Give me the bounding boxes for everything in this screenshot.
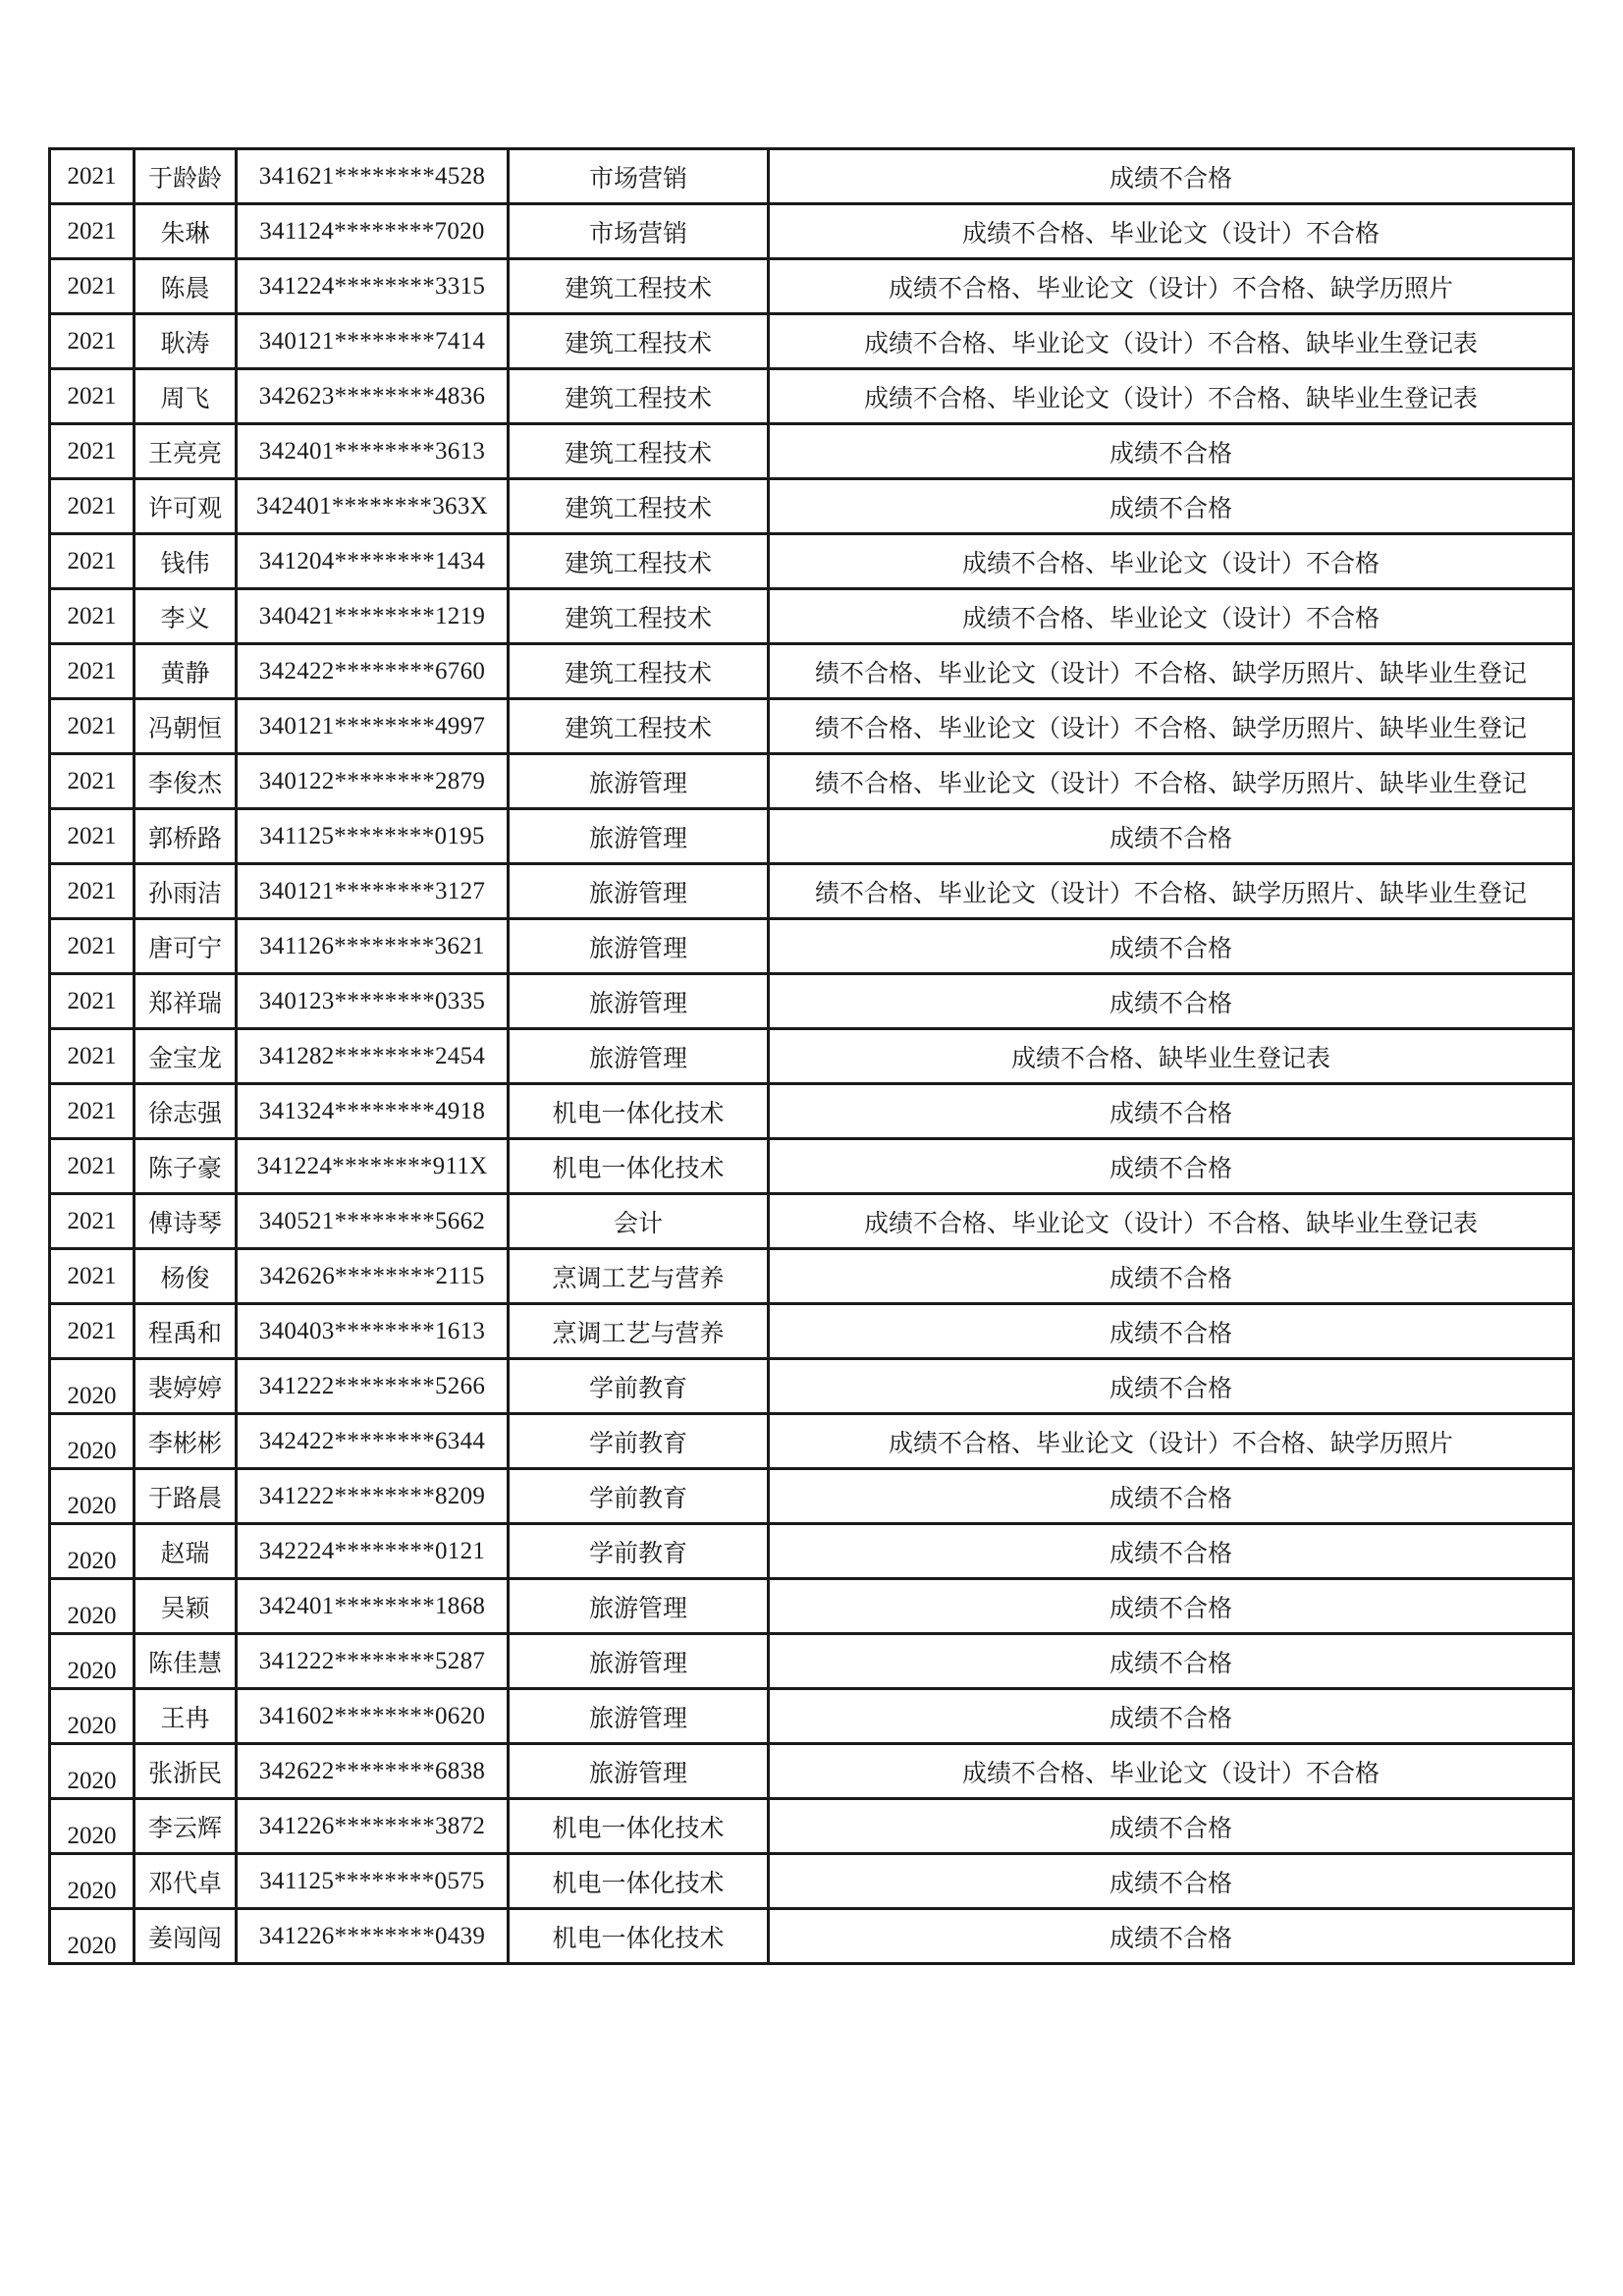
id-number-cell: 341621********4528 [237, 149, 509, 204]
name-cell: 钱伟 [135, 534, 237, 589]
name-cell: 黄静 [135, 644, 237, 699]
major-cell: 市场营销 [509, 204, 769, 259]
table-row [50, 919, 1574, 974]
reason-cell [769, 864, 1574, 919]
table-row [50, 1744, 1574, 1799]
year-cell: 2021 [50, 1084, 135, 1139]
major-cell: 学前教育 [509, 1359, 769, 1414]
name-cell: 耿涛 [135, 314, 237, 369]
student-list-sheet [48, 147, 1572, 1965]
id-number-cell: 341226********0439 [237, 1909, 509, 1964]
id-number-cell: 342401********363X [237, 479, 509, 534]
name-cell: 金宝龙 [135, 1029, 237, 1084]
name-cell: 赵瑞 [135, 1524, 237, 1579]
reason-cell [769, 1689, 1574, 1744]
year-cell: 2021 [50, 1304, 135, 1359]
reason-text: 成绩不合格 [1109, 1483, 1232, 1512]
reason-cell [769, 1029, 1574, 1084]
name-cell: 杨俊 [135, 1249, 237, 1304]
reason-cell [769, 644, 1574, 699]
table-row [50, 259, 1574, 314]
major-cell: 旅游管理 [509, 754, 769, 809]
table-row [50, 1029, 1574, 1084]
year-cell: 2021 [50, 479, 135, 534]
reason-cell [769, 919, 1574, 974]
major-cell: 旅游管理 [509, 1634, 769, 1689]
year-cell: 2021 [50, 919, 135, 974]
year-cell: 2021 [50, 424, 135, 479]
id-number-cell: 342422********6760 [237, 644, 509, 699]
major-cell: 旅游管理 [509, 1029, 769, 1084]
reason-text: 成绩不合格 [1109, 1538, 1232, 1567]
table-row [50, 1854, 1574, 1909]
reason-cell [769, 1744, 1574, 1799]
year-cell: 2021 [50, 369, 135, 424]
name-cell: 张浙民 [135, 1744, 237, 1799]
name-cell: 周飞 [135, 369, 237, 424]
reason-text: 成绩不合格 [1109, 933, 1232, 962]
id-number-cell: 341124********7020 [237, 204, 509, 259]
major-cell: 机电一体化技术 [509, 1854, 769, 1909]
id-number-cell: 340121********7414 [237, 314, 509, 369]
year-cell: 2020 [50, 1524, 135, 1579]
table-row [50, 1249, 1574, 1304]
year-cell: 2020 [50, 1689, 135, 1744]
name-cell: 姜闯闯 [135, 1909, 237, 1964]
reason-text: 成绩不合格、毕业论文（设计）不合格、缺毕业生登记表 [863, 383, 1478, 412]
table-body [50, 149, 1574, 1964]
major-cell: 机电一体化技术 [509, 1799, 769, 1854]
reason-cell [769, 1249, 1574, 1304]
reason-text: 成绩不合格、毕业论文（设计）不合格、缺毕业生登记表 [863, 328, 1478, 357]
id-number-cell: 341222********5287 [237, 1634, 509, 1689]
major-cell: 建筑工程技术 [509, 644, 769, 699]
table-row [50, 644, 1574, 699]
reason-cell [769, 1194, 1574, 1249]
table-row [50, 699, 1574, 754]
reason-cell [769, 1414, 1574, 1469]
reason-cell [769, 974, 1574, 1029]
reason-cell [769, 589, 1574, 644]
id-number-cell: 340521********5662 [237, 1194, 509, 1249]
reason-cell [769, 699, 1574, 754]
year-cell: 2020 [50, 1579, 135, 1634]
major-cell: 学前教育 [509, 1524, 769, 1579]
id-number-cell: 342623********4836 [237, 369, 509, 424]
table-row [50, 589, 1574, 644]
table-row [50, 1414, 1574, 1469]
major-cell: 学前教育 [509, 1469, 769, 1524]
table-row [50, 809, 1574, 864]
major-cell: 旅游管理 [509, 1689, 769, 1744]
table-row [50, 149, 1574, 204]
name-cell: 郑祥瑞 [135, 974, 237, 1029]
name-cell: 朱琳 [135, 204, 237, 259]
reason-cell [769, 369, 1574, 424]
reason-text: 成绩不合格 [1109, 493, 1232, 522]
id-number-cell: 341324********4918 [237, 1084, 509, 1139]
name-cell: 于路晨 [135, 1469, 237, 1524]
reason-text: 成绩不合格、缺毕业生登记表 [1010, 1043, 1330, 1072]
reason-text: 成绩不合格 [1109, 1923, 1232, 1952]
table-row [50, 369, 1574, 424]
name-cell: 冯朝恒 [135, 699, 237, 754]
id-number-cell: 341222********5266 [237, 1359, 509, 1414]
reason-cell [769, 424, 1574, 479]
reason-cell [769, 1579, 1574, 1634]
reason-cell [769, 534, 1574, 589]
year-cell: 2021 [50, 809, 135, 864]
major-cell: 建筑工程技术 [509, 259, 769, 314]
reason-cell [769, 1854, 1574, 1909]
name-cell: 李云辉 [135, 1799, 237, 1854]
year-cell: 2021 [50, 699, 135, 754]
id-number-cell: 341126********3621 [237, 919, 509, 974]
name-cell: 裴婷婷 [135, 1359, 237, 1414]
year-cell: 2021 [50, 314, 135, 369]
year-cell: 2020 [50, 1414, 135, 1469]
major-cell: 烹调工艺与营养 [509, 1304, 769, 1359]
reason-text: 成绩不合格 [1109, 1813, 1232, 1842]
id-number-cell: 342422********6344 [237, 1414, 509, 1469]
name-cell: 陈佳慧 [135, 1634, 237, 1689]
reason-cell [769, 754, 1574, 809]
table-row [50, 1634, 1574, 1689]
reason-text: 成绩不合格 [1109, 1648, 1232, 1677]
reason-text: 成绩不合格、毕业论文（设计）不合格、缺毕业生登记表 [863, 1208, 1478, 1237]
name-cell: 邓代卓 [135, 1854, 237, 1909]
year-cell: 2021 [50, 864, 135, 919]
year-cell: 2021 [50, 644, 135, 699]
table-row [50, 534, 1574, 589]
table-row [50, 204, 1574, 259]
reason-cell [769, 314, 1574, 369]
table-row [50, 479, 1574, 534]
table-row [50, 864, 1574, 919]
id-number-cell: 342622********6838 [237, 1744, 509, 1799]
year-cell: 2021 [50, 534, 135, 589]
major-cell: 机电一体化技术 [509, 1909, 769, 1964]
name-cell: 吴颖 [135, 1579, 237, 1634]
id-number-cell: 341282********2454 [237, 1029, 509, 1084]
major-cell: 烹调工艺与营养 [509, 1249, 769, 1304]
id-number-cell: 341224********3315 [237, 259, 509, 314]
reason-text: 绩不合格、毕业论文（设计）不合格、缺学历照片、缺毕业生登记 [814, 768, 1527, 797]
name-cell: 王冉 [135, 1689, 237, 1744]
major-cell: 学前教育 [509, 1414, 769, 1469]
table-row [50, 974, 1574, 1029]
id-number-cell: 340123********0335 [237, 974, 509, 1029]
table-row [50, 314, 1574, 369]
reason-cell [769, 1634, 1574, 1689]
reason-text: 成绩不合格 [1109, 1318, 1232, 1347]
name-cell: 王亮亮 [135, 424, 237, 479]
reason-text: 绩不合格、毕业论文（设计）不合格、缺学历照片、缺毕业生登记 [814, 658, 1527, 687]
id-number-cell: 341222********8209 [237, 1469, 509, 1524]
reason-cell [769, 1909, 1574, 1964]
reason-cell [769, 259, 1574, 314]
year-cell: 2021 [50, 259, 135, 314]
reason-cell [769, 809, 1574, 864]
reason-text: 成绩不合格 [1109, 163, 1232, 192]
name-cell: 徐志强 [135, 1084, 237, 1139]
major-cell: 旅游管理 [509, 864, 769, 919]
year-cell: 2021 [50, 1029, 135, 1084]
major-cell: 旅游管理 [509, 809, 769, 864]
name-cell: 傅诗琴 [135, 1194, 237, 1249]
major-cell: 旅游管理 [509, 919, 769, 974]
year-cell: 2020 [50, 1744, 135, 1799]
ineligible-students-table [48, 147, 1575, 1965]
reason-text: 绩不合格、毕业论文（设计）不合格、缺学历照片、缺毕业生登记 [814, 878, 1527, 907]
table-row [50, 1579, 1574, 1634]
id-number-cell: 340121********4997 [237, 699, 509, 754]
major-cell: 建筑工程技术 [509, 479, 769, 534]
major-cell: 市场营销 [509, 149, 769, 204]
name-cell: 李俊杰 [135, 754, 237, 809]
table-row [50, 424, 1574, 479]
reason-text: 成绩不合格 [1109, 1153, 1232, 1182]
year-cell: 2021 [50, 974, 135, 1029]
name-cell: 于龄龄 [135, 149, 237, 204]
reason-text: 成绩不合格、毕业论文（设计）不合格、缺学历照片 [888, 273, 1453, 302]
reason-text: 成绩不合格、毕业论文（设计）不合格 [961, 218, 1380, 247]
id-number-cell: 342626********2115 [237, 1249, 509, 1304]
major-cell: 建筑工程技术 [509, 314, 769, 369]
id-number-cell: 342401********1868 [237, 1579, 509, 1634]
year-cell: 2020 [50, 1909, 135, 1964]
table-row [50, 1084, 1574, 1139]
major-cell: 机电一体化技术 [509, 1139, 769, 1194]
id-number-cell: 340403********1613 [237, 1304, 509, 1359]
reason-cell [769, 1304, 1574, 1359]
year-cell: 2021 [50, 754, 135, 809]
major-cell: 会计 [509, 1194, 769, 1249]
reason-text: 成绩不合格 [1109, 438, 1232, 467]
id-number-cell: 340121********3127 [237, 864, 509, 919]
reason-text: 成绩不合格 [1109, 1868, 1232, 1897]
name-cell: 孙雨洁 [135, 864, 237, 919]
year-cell: 2021 [50, 149, 135, 204]
table-row [50, 1799, 1574, 1854]
reason-text: 成绩不合格 [1109, 988, 1232, 1017]
major-cell: 建筑工程技术 [509, 699, 769, 754]
table-row [50, 1689, 1574, 1744]
reason-text: 成绩不合格 [1109, 1593, 1232, 1622]
id-number-cell: 341602********0620 [237, 1689, 509, 1744]
reason-text: 成绩不合格、毕业论文（设计）不合格、缺学历照片 [888, 1428, 1453, 1457]
table-row [50, 1469, 1574, 1524]
year-cell: 2021 [50, 1194, 135, 1249]
reason-text: 成绩不合格、毕业论文（设计）不合格 [961, 603, 1380, 632]
reason-text: 成绩不合格 [1109, 1703, 1232, 1732]
reason-text: 成绩不合格、毕业论文（设计）不合格 [961, 548, 1380, 577]
major-cell: 旅游管理 [509, 974, 769, 1029]
id-number-cell: 341224********911X [237, 1139, 509, 1194]
year-cell: 2020 [50, 1469, 135, 1524]
reason-cell [769, 479, 1574, 534]
name-cell: 郭桥路 [135, 809, 237, 864]
reason-cell [769, 1139, 1574, 1194]
reason-cell [769, 1084, 1574, 1139]
year-cell: 2021 [50, 204, 135, 259]
name-cell: 陈晨 [135, 259, 237, 314]
reason-cell [769, 149, 1574, 204]
name-cell: 唐可宁 [135, 919, 237, 974]
name-cell: 许可观 [135, 479, 237, 534]
year-cell: 2020 [50, 1634, 135, 1689]
major-cell: 建筑工程技术 [509, 589, 769, 644]
major-cell: 建筑工程技术 [509, 369, 769, 424]
year-cell: 2020 [50, 1799, 135, 1854]
year-cell: 2021 [50, 1249, 135, 1304]
reason-text: 成绩不合格 [1109, 1263, 1232, 1292]
reason-text: 成绩不合格 [1109, 823, 1232, 852]
reason-cell [769, 1469, 1574, 1524]
name-cell: 李彬彬 [135, 1414, 237, 1469]
year-cell: 2021 [50, 1139, 135, 1194]
name-cell: 陈子豪 [135, 1139, 237, 1194]
table-row [50, 1194, 1574, 1249]
table-row [50, 1359, 1574, 1414]
name-cell: 李义 [135, 589, 237, 644]
id-number-cell: 342401********3613 [237, 424, 509, 479]
table-row [50, 754, 1574, 809]
table-row [50, 1304, 1574, 1359]
name-cell: 程禹和 [135, 1304, 237, 1359]
reason-text: 成绩不合格、毕业论文（设计）不合格 [961, 1758, 1380, 1787]
id-number-cell: 340421********1219 [237, 589, 509, 644]
table-row [50, 1909, 1574, 1964]
reason-cell [769, 1799, 1574, 1854]
major-cell: 旅游管理 [509, 1579, 769, 1634]
id-number-cell: 341125********0575 [237, 1854, 509, 1909]
id-number-cell: 341226********3872 [237, 1799, 509, 1854]
reason-text: 成绩不合格 [1109, 1373, 1232, 1402]
table-row [50, 1139, 1574, 1194]
reason-cell [769, 204, 1574, 259]
major-cell: 建筑工程技术 [509, 534, 769, 589]
id-number-cell: 341204********1434 [237, 534, 509, 589]
year-cell: 2020 [50, 1854, 135, 1909]
major-cell: 旅游管理 [509, 1744, 769, 1799]
reason-cell [769, 1524, 1574, 1579]
id-number-cell: 341125********0195 [237, 809, 509, 864]
year-cell: 2020 [50, 1359, 135, 1414]
year-cell: 2021 [50, 589, 135, 644]
table-row [50, 1524, 1574, 1579]
reason-text: 成绩不合格 [1109, 1098, 1232, 1127]
id-number-cell: 342224********0121 [237, 1524, 509, 1579]
reason-text: 绩不合格、毕业论文（设计）不合格、缺学历照片、缺毕业生登记 [814, 713, 1527, 742]
id-number-cell: 340122********2879 [237, 754, 509, 809]
major-cell: 机电一体化技术 [509, 1084, 769, 1139]
major-cell: 建筑工程技术 [509, 424, 769, 479]
reason-cell [769, 1359, 1574, 1414]
